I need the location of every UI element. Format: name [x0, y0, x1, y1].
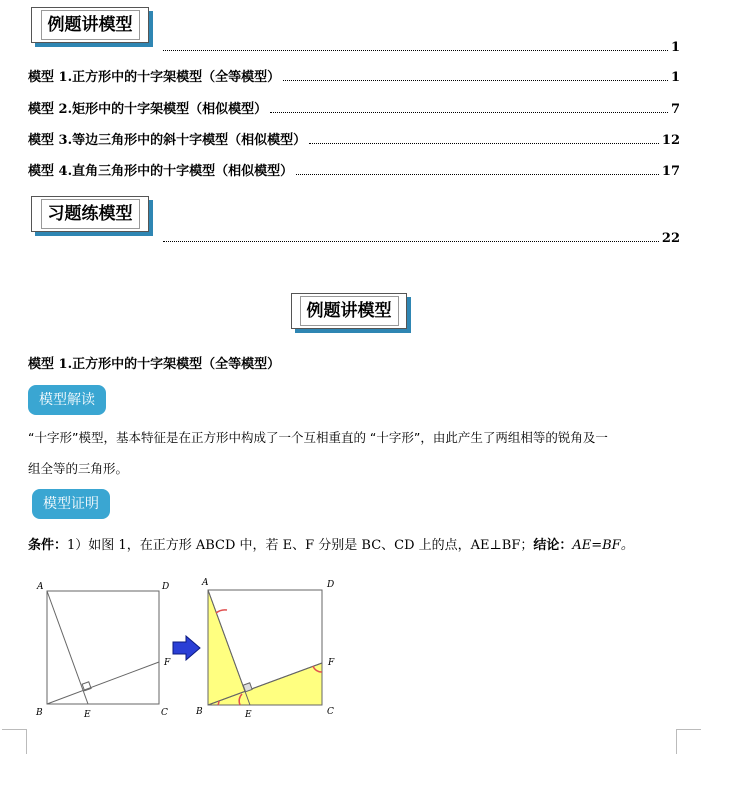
toc-dots: [163, 50, 668, 51]
toc-dots: [163, 241, 659, 242]
label-B: B: [36, 708, 43, 718]
condition-text: 1）如图 1，在正方形 ABCD 中，若 E、F 分别是 BC、CD 上的点，AE⊥BF；: [67, 538, 534, 553]
toc-page-number: 1: [670, 70, 680, 85]
conclusion-text: AE=BF。: [572, 538, 634, 553]
toc-page-number: 12: [661, 133, 680, 148]
toc-entry-label: 模型 2.矩形中的十字架模型（相似模型）: [28, 102, 268, 117]
toc-entry-examples-heading[interactable]: [160, 40, 680, 55]
toc-entry-model-4[interactable]: [28, 160, 680, 179]
label-D: D: [162, 582, 170, 592]
figure-square-left: [28, 575, 173, 725]
toc-entry-label: 模型 3.等边三角形中的斜十字模型（相似模型）: [28, 133, 307, 148]
label-E: E: [84, 710, 91, 720]
model-interpretation-badge: 模型解读: [28, 385, 106, 415]
section-heading: [291, 293, 407, 329]
figure-square-right: [196, 573, 346, 725]
toc-entry-exercises-heading[interactable]: [160, 231, 680, 246]
paragraph-line-2: 组全等的三角形。: [28, 461, 129, 476]
label-E: E: [245, 710, 252, 720]
toc-page-number: 17: [661, 164, 680, 179]
toc-dots: [270, 112, 668, 113]
toc-page-number: 22: [661, 231, 680, 246]
model-proof-badge: 模型证明: [32, 489, 110, 519]
label-B: B: [196, 707, 203, 717]
label-C: C: [327, 707, 334, 717]
section-heading-text: 例题讲模型: [300, 296, 399, 326]
label-D: D: [327, 580, 335, 590]
label-F: F: [164, 658, 171, 668]
toc-page-number: 1: [670, 40, 680, 55]
toc-entry-model-3[interactable]: [28, 129, 680, 148]
toc-entry-model-2[interactable]: [28, 98, 680, 117]
label-A: A: [37, 582, 44, 592]
toc-heading-exercises-text: 习题练模型: [41, 199, 140, 229]
model-title: 模型 1.正方形中的十字架模型（全等模型）: [28, 357, 281, 372]
page-corner-mark-right: [676, 729, 701, 754]
label-C: C: [161, 708, 168, 718]
toc-dots: [296, 174, 659, 175]
toc-dots: [309, 143, 659, 144]
label-F: F: [328, 658, 335, 668]
toc-entry-label: 模型 1.正方形中的十字架模型（全等模型）: [28, 70, 281, 85]
toc-entry-label: 模型 4.直角三角形中的十字模型（相似模型）: [28, 164, 294, 179]
conclusion-label: 结论：: [533, 538, 573, 553]
toc-page-number: 7: [670, 102, 680, 117]
toc-heading-exercises: [31, 196, 149, 232]
toc-heading-examples-text: 例题讲模型: [41, 10, 140, 40]
condition-line: [28, 534, 634, 553]
paragraph-line-1: “十字形”模型，基本特征是在正方形中构成了一个互相重直的 “十字形”，由此产生了两组相等的锐角及一: [28, 430, 608, 445]
condition-label: 条件：: [28, 538, 68, 553]
page-corner-mark-left: [2, 729, 27, 754]
toc-entry-model-1[interactable]: [28, 66, 680, 85]
label-A: A: [202, 578, 209, 588]
toc-dots: [283, 80, 668, 81]
toc-heading-examples: [31, 7, 149, 43]
